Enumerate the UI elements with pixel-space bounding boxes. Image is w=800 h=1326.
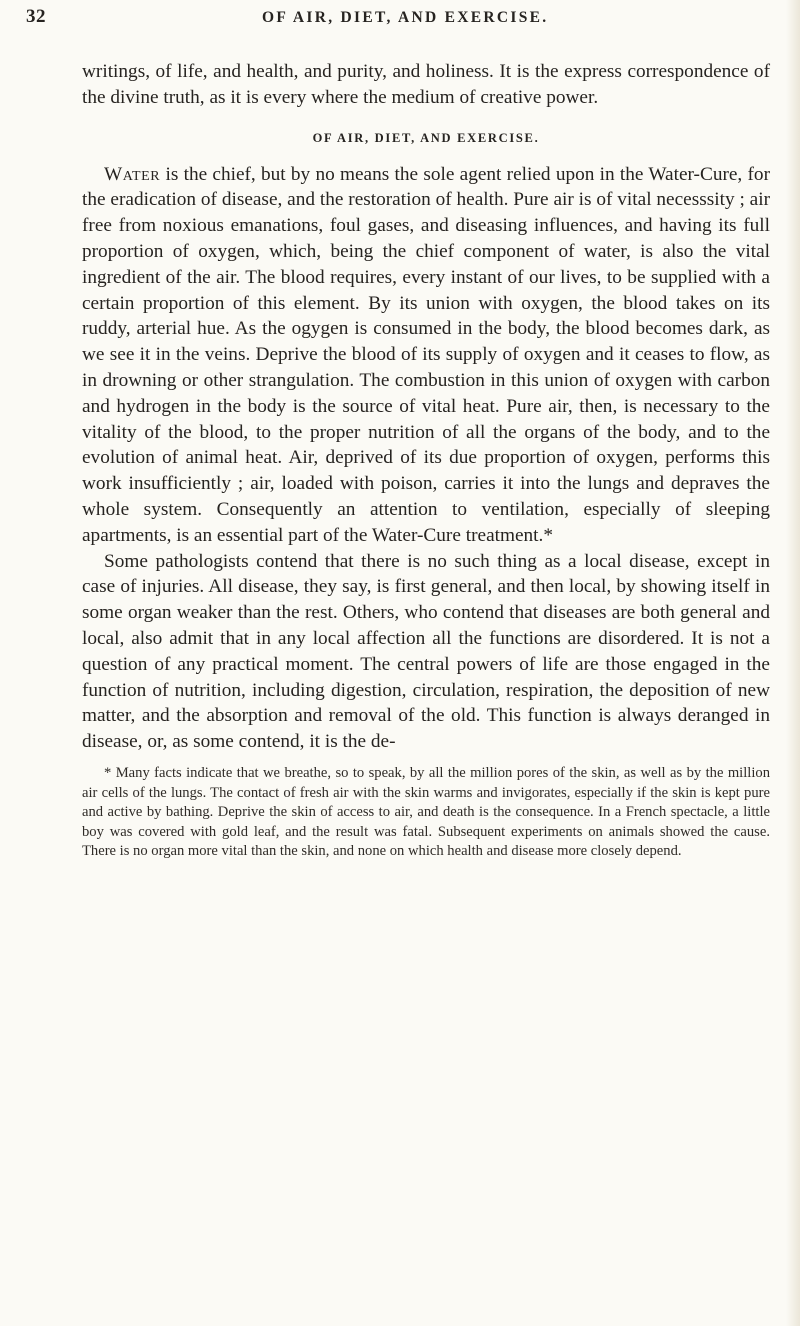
section-heading: OF AIR, DIET, AND EXERCISE. [312, 130, 540, 145]
intro-paragraph: writings, of life, and health, and purity, and holiness. It is the express correspondence of the divine truth, as it is every where the medium of creative power. [82, 61, 770, 108]
paragraph-lead-word: Water [104, 163, 161, 185]
footnote: * Many facts indicate that we breathe, so to speak, by all the million pores of the skin, as well as by the million air cells of the lungs. The contact of fresh air with the skin warms and invigorates, especially if the skin is kept pure and active by bathing. Deprive the skin of access to air, and death is the consequence. In a French spectacle, a little boy was covered with gold leaf, and the result was fatal. Subsequent experiments on animals showed the cause. There is no organ more vital than the skin, and none on which health and disease more closely depend. [82, 764, 770, 860]
paragraph-water-cure [82, 162, 770, 549]
paragraph-pathologists: Some pathologists contend that there is no such thing as a local disease, except in case of injuries. All disease, they say, is first general, and then local, by showing itself in some organ weaker than the rest. Others, who contend that diseases are both general and local, also admit that in any local affection all the functions are disordered. It is not a question of any practical moment. The central powers of life are those engaged in the function of nutrition, including digestion, circulation, respiration, the deposition of new matter, and the absorption and removal of the old. This function is always deranged in disease, or, as some contend, it is the de- [82, 550, 770, 753]
running-head: OF AIR, DIET, AND EXERCISE. [262, 9, 549, 26]
page-edge-shadow [786, 0, 800, 1326]
page-number: 32 [26, 6, 46, 27]
page-header [26, 4, 800, 34]
paragraph-water-cure-text: is the chief, but by no means the sole agent relied upon in the Water-Cure, for the eradication of disease, and the restoration of health. Pure air is of vital necesssity ; air free from noxious emanations, foul gases, and diseasing influences, and having its full proportion of oxygen, which, being the chief component of water, is also the vital ingredient of the air. The blood requires, every instant of our lives, to be supplied with a certain proportion of this element. By its union with oxygen, the blood takes on its ruddy, arterial hue. As the ogygen is consumed in the body, the blood becomes dark, as we see it in the veins. Deprive the blood of its supply of oxygen and it ceases to flow, as in drowning or other strangulation. The combustion in this union of oxygen with carbon and hydrogen in the body is the source of vital heat. Pure air, then, is necessary to the vitality of the blood, to the proper nutrition of all the organs of the body, and to the evolution of animal heat. Air, deprived of its due proportion of oxygen, performs this work insufficiently ; air, loaded with poison, carries it into the lungs and depraves the whole system. Consequently an attention to ventilation, especially of sleeping apartments, is an essential part of the Water-Cure treatment.* [82, 163, 770, 546]
page-body [82, 59, 770, 862]
